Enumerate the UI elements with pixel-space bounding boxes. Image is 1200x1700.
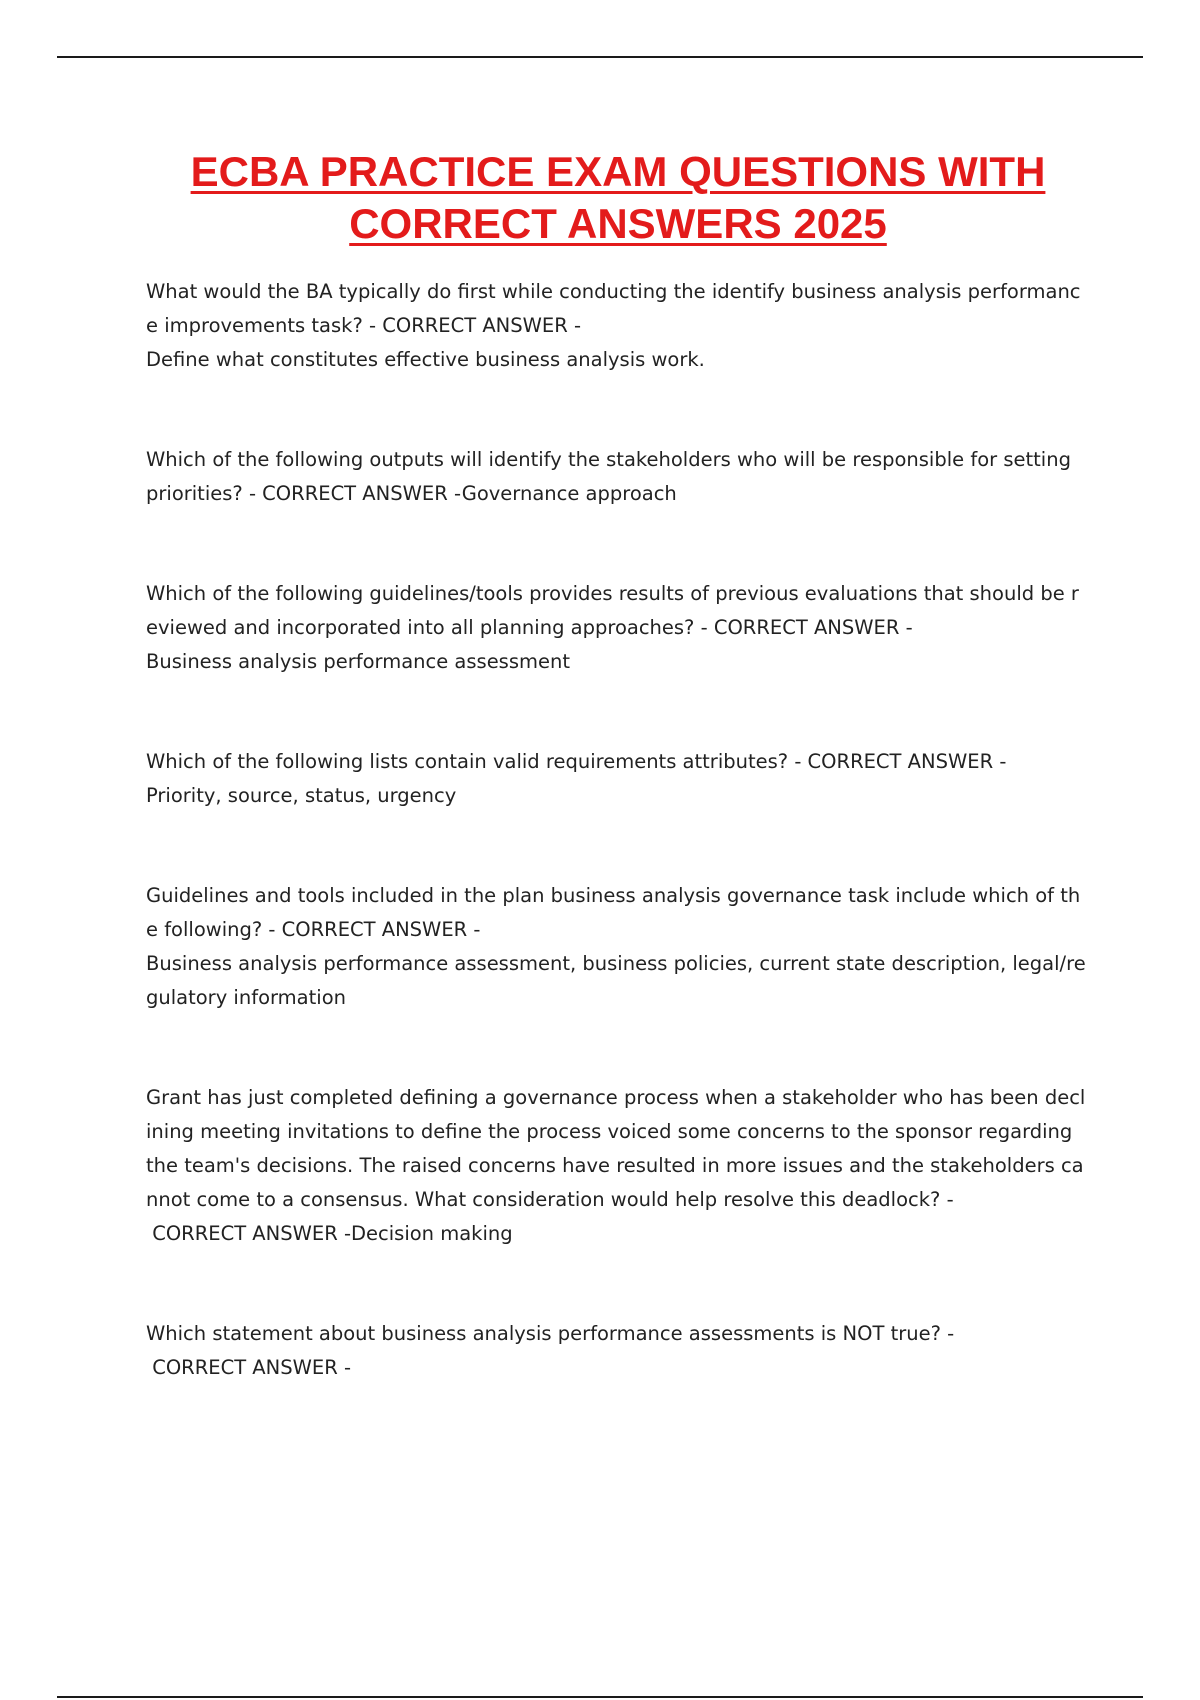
qa-item-1 — [146, 275, 1086, 377]
title-line-2: CORRECT ANSWERS 2025 — [349, 200, 887, 247]
qa-item-3 — [146, 577, 1086, 679]
title-line-1: ECBA PRACTICE EXAM QUESTIONS WITH — [190, 148, 1046, 195]
answer-text: Business analysis performance assessment, business policies, current state description, legal/regulatory information — [146, 952, 1086, 1009]
question-text: What would the BA typically do first while conducting the identify business analysis performance improvements task? - CORRECT ANSWER - — [146, 280, 1081, 337]
qa-item-2 — [146, 443, 1086, 511]
qa-item-6 — [146, 1081, 1086, 1251]
top-rule — [57, 56, 1143, 58]
answer-text: Priority, source, status, urgency — [146, 784, 457, 807]
bottom-rule — [57, 1696, 1143, 1698]
answer-text: Business analysis performance assessment — [146, 650, 571, 673]
answer-text: Define what constitutes effective business analysis work. — [146, 348, 705, 371]
question-text: Which statement about business analysis performance assessments is NOT true? - — [146, 1322, 955, 1345]
answer-text: CORRECT ANSWER -Decision making — [146, 1222, 513, 1245]
answer-text: CORRECT ANSWER - — [146, 1356, 352, 1379]
page-title — [0, 146, 1200, 250]
qa-item-4 — [146, 745, 1086, 813]
question-text: Grant has just completed defining a governance process when a stakeholder who has been declining meeting invitations to define the process voiced some concerns to the sponsor regarding the team's decisions. The raised concerns have resulted in more issues and the stakeholders cannot come to a consensus. What consideration would help resolve this deadlock? - — [146, 1086, 1086, 1211]
question-text: Which of the following lists contain valid requirements attributes? - CORRECT ANSWER - — [146, 750, 1007, 773]
qa-item-7 — [146, 1317, 1086, 1385]
qa-list — [146, 275, 1086, 1385]
answer-text: Governance approach — [461, 482, 677, 505]
question-text: Guidelines and tools included in the plan business analysis governance task include which of the following? - CORRECT ANSWER - — [146, 884, 1081, 941]
question-text: Which of the following guidelines/tools provides results of previous evaluations that should be reviewed and incorporated into all planning approaches? - CORRECT ANSWER - — [146, 582, 1079, 639]
qa-item-5 — [146, 879, 1086, 1015]
question-text: Which of the following outputs will identify the stakeholders who will be responsible for setting priorities? - CORRECT ANSWER - — [146, 448, 1078, 505]
